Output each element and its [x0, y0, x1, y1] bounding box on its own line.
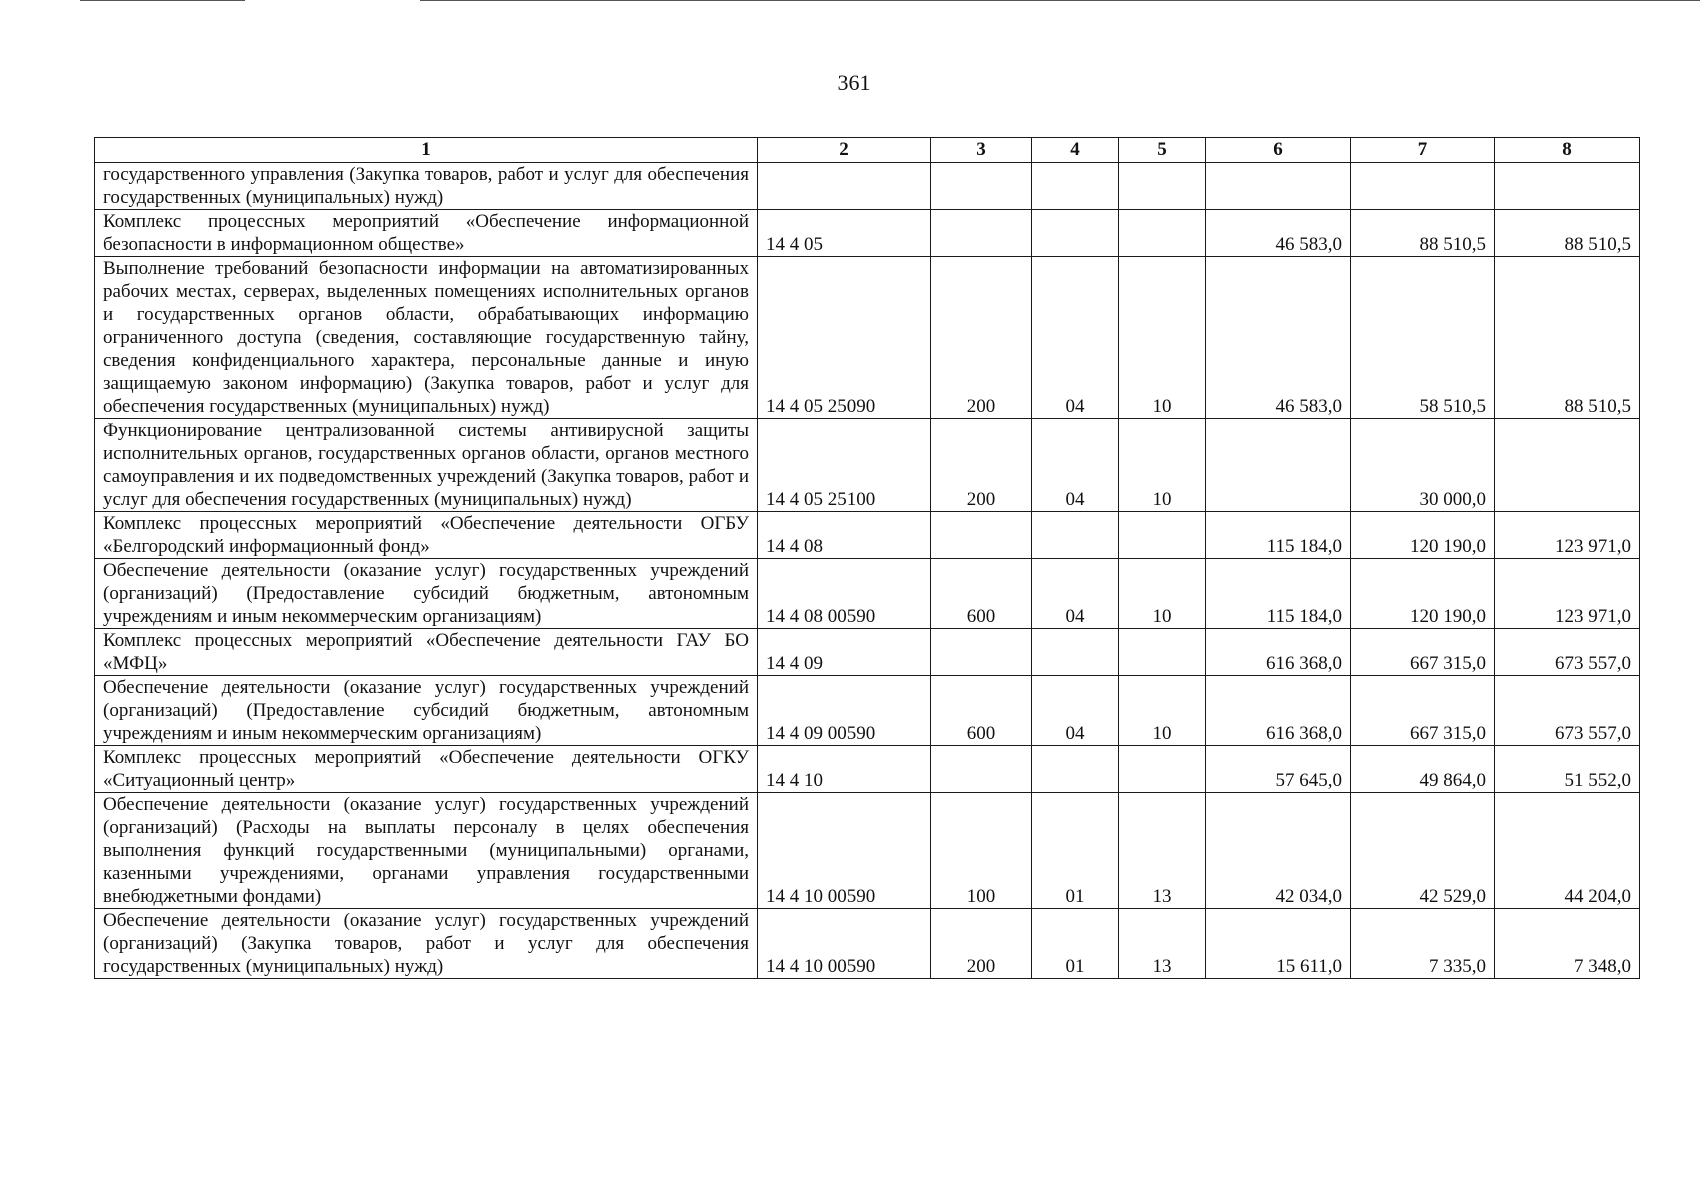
- row-col-3: 200: [931, 909, 1032, 979]
- row-value-7: [1351, 163, 1495, 210]
- table-row: [95, 793, 1640, 909]
- table-row: [95, 163, 1640, 210]
- table-row: [95, 419, 1640, 512]
- row-col-5: 13: [1119, 793, 1206, 909]
- row-value-7: 49 864,0: [1351, 746, 1495, 793]
- row-value-6: 115 184,0: [1206, 559, 1351, 629]
- table-body: [95, 163, 1640, 979]
- top-rule-right: [420, 0, 1700, 1]
- row-value-7: 58 510,5: [1351, 257, 1495, 419]
- row-description: Функционирование централизованной системы антивирусной защиты исполнительных органов, государственных органов области, органов местного самоуправления и их подведомственных учреждений (Закупка товаров, работ и услуг для обеспечения государственных (муниципальных) нужд): [95, 419, 758, 512]
- row-col-4: 01: [1032, 909, 1119, 979]
- row-code: 14 4 05 25100: [758, 419, 931, 512]
- row-col-4: 04: [1032, 257, 1119, 419]
- row-value-8: 44 204,0: [1495, 793, 1640, 909]
- row-value-8: 673 557,0: [1495, 629, 1640, 676]
- column-header: 2: [758, 138, 931, 163]
- row-description: государственного управления (Закупка товаров, работ и услуг для обеспечения государственных (муниципальных) нужд): [95, 163, 758, 210]
- row-value-6: 15 611,0: [1206, 909, 1351, 979]
- top-rule-left: [80, 0, 245, 1]
- row-value-7: 42 529,0: [1351, 793, 1495, 909]
- row-description: Комплекс процессных мероприятий «Обеспечение деятельности ОГБУ «Белгородский информационный фонд»: [95, 512, 758, 559]
- row-col-5: [1119, 163, 1206, 210]
- row-col-5: [1119, 210, 1206, 257]
- row-value-6: 115 184,0: [1206, 512, 1351, 559]
- row-value-7: 7 335,0: [1351, 909, 1495, 979]
- row-code: 14 4 10 00590: [758, 793, 931, 909]
- table-row: [95, 629, 1640, 676]
- row-col-3: [931, 512, 1032, 559]
- row-description: Комплекс процессных мероприятий «Обеспечение деятельности ГАУ БО «МФЦ»: [95, 629, 758, 676]
- row-value-8: 673 557,0: [1495, 676, 1640, 746]
- row-value-8: 51 552,0: [1495, 746, 1640, 793]
- row-col-4: 04: [1032, 559, 1119, 629]
- column-header: 5: [1119, 138, 1206, 163]
- table-row: [95, 746, 1640, 793]
- row-value-6: [1206, 419, 1351, 512]
- row-col-4: 01: [1032, 793, 1119, 909]
- row-code: 14 4 05 25090: [758, 257, 931, 419]
- row-col-4: [1032, 512, 1119, 559]
- row-col-5: [1119, 512, 1206, 559]
- row-col-5: 13: [1119, 909, 1206, 979]
- column-header: 3: [931, 138, 1032, 163]
- table-row: [95, 909, 1640, 979]
- row-code: 14 4 08: [758, 512, 931, 559]
- table-row: [95, 210, 1640, 257]
- row-description: Обеспечение деятельности (оказание услуг) государственных учреждений (организаций) (Предоставление субсидий бюджетным, автономным учреждениям и иным некоммерческим организациям): [95, 676, 758, 746]
- row-code: [758, 163, 931, 210]
- row-value-8: 123 971,0: [1495, 559, 1640, 629]
- row-description: Обеспечение деятельности (оказание услуг) государственных учреждений (организаций) (Расходы на выплаты персоналу в целях обеспечения выполнения функций государственными (муниципальными) органами, казенными учреждениями, органами управления государственными внебюджетными фондами): [95, 793, 758, 909]
- row-value-7: 30 000,0: [1351, 419, 1495, 512]
- row-value-8: 88 510,5: [1495, 257, 1640, 419]
- row-col-5: 10: [1119, 676, 1206, 746]
- row-value-7: 667 315,0: [1351, 676, 1495, 746]
- row-value-6: 616 368,0: [1206, 676, 1351, 746]
- row-value-8: 88 510,5: [1495, 210, 1640, 257]
- row-value-6: 42 034,0: [1206, 793, 1351, 909]
- row-col-5: 10: [1119, 257, 1206, 419]
- row-description: Комплекс процессных мероприятий «Обеспечение информационной безопасности в информационном обществе»: [95, 210, 758, 257]
- row-col-3: [931, 163, 1032, 210]
- column-header: 7: [1351, 138, 1495, 163]
- row-col-4: [1032, 629, 1119, 676]
- row-col-4: 04: [1032, 676, 1119, 746]
- row-col-5: [1119, 629, 1206, 676]
- row-col-3: [931, 210, 1032, 257]
- row-code: 14 4 09: [758, 629, 931, 676]
- row-col-3: 200: [931, 257, 1032, 419]
- row-description: Выполнение требований безопасности информации на автоматизированных рабочих местах, серверах, выделенных помещениях исполнительных органов и государственных органов области, обрабатывающих информацию ограниченного доступа (сведения, составляющие государственную тайну, сведения конфиденциального характера, персональные данные и иную защищаемую законом информацию) (Закупка товаров, работ и услуг для обеспечения государственных (муниципальных) нужд): [95, 257, 758, 419]
- row-value-8: 123 971,0: [1495, 512, 1640, 559]
- row-value-8: [1495, 419, 1640, 512]
- row-col-5: 10: [1119, 419, 1206, 512]
- row-col-3: [931, 746, 1032, 793]
- row-value-8: [1495, 163, 1640, 210]
- row-description: Комплекс процессных мероприятий «Обеспечение деятельности ОГКУ «Ситуационный центр»: [95, 746, 758, 793]
- row-value-6: 57 645,0: [1206, 746, 1351, 793]
- row-value-6: 46 583,0: [1206, 257, 1351, 419]
- row-value-8: 7 348,0: [1495, 909, 1640, 979]
- row-code: 14 4 05: [758, 210, 931, 257]
- row-col-3: 100: [931, 793, 1032, 909]
- row-col-4: 04: [1032, 419, 1119, 512]
- header-row: [95, 138, 1640, 163]
- table-header: [95, 138, 1640, 163]
- row-col-3: [931, 629, 1032, 676]
- row-description: Обеспечение деятельности (оказание услуг) государственных учреждений (организаций) (Предоставление субсидий бюджетным, автономным учреждениям и иным некоммерческим организациям): [95, 559, 758, 629]
- row-col-4: [1032, 210, 1119, 257]
- table-row: [95, 559, 1640, 629]
- row-code: 14 4 10: [758, 746, 931, 793]
- row-description: Обеспечение деятельности (оказание услуг) государственных учреждений (организаций) (Закупка товаров, работ и услуг для обеспечения государственных (муниципальных) нужд): [95, 909, 758, 979]
- row-col-5: [1119, 746, 1206, 793]
- row-col-3: 600: [931, 676, 1032, 746]
- column-header: 8: [1495, 138, 1640, 163]
- row-col-4: [1032, 163, 1119, 210]
- row-value-6: 46 583,0: [1206, 210, 1351, 257]
- row-value-7: 667 315,0: [1351, 629, 1495, 676]
- row-value-7: 88 510,5: [1351, 210, 1495, 257]
- row-value-7: 120 190,0: [1351, 512, 1495, 559]
- row-code: 14 4 08 00590: [758, 559, 931, 629]
- column-header: 6: [1206, 138, 1351, 163]
- row-value-7: 120 190,0: [1351, 559, 1495, 629]
- row-value-6: 616 368,0: [1206, 629, 1351, 676]
- row-col-4: [1032, 746, 1119, 793]
- row-code: 14 4 10 00590: [758, 909, 931, 979]
- row-code: 14 4 09 00590: [758, 676, 931, 746]
- page-number: 361: [837, 70, 871, 95]
- row-value-6: [1206, 163, 1351, 210]
- row-col-3: 200: [931, 419, 1032, 512]
- table-row: [95, 512, 1640, 559]
- row-col-5: 10: [1119, 559, 1206, 629]
- table-row: [95, 676, 1640, 746]
- table-row: [95, 257, 1640, 419]
- budget-table: [94, 137, 1640, 979]
- column-header: 1: [95, 138, 758, 163]
- column-header: 4: [1032, 138, 1119, 163]
- row-col-3: 600: [931, 559, 1032, 629]
